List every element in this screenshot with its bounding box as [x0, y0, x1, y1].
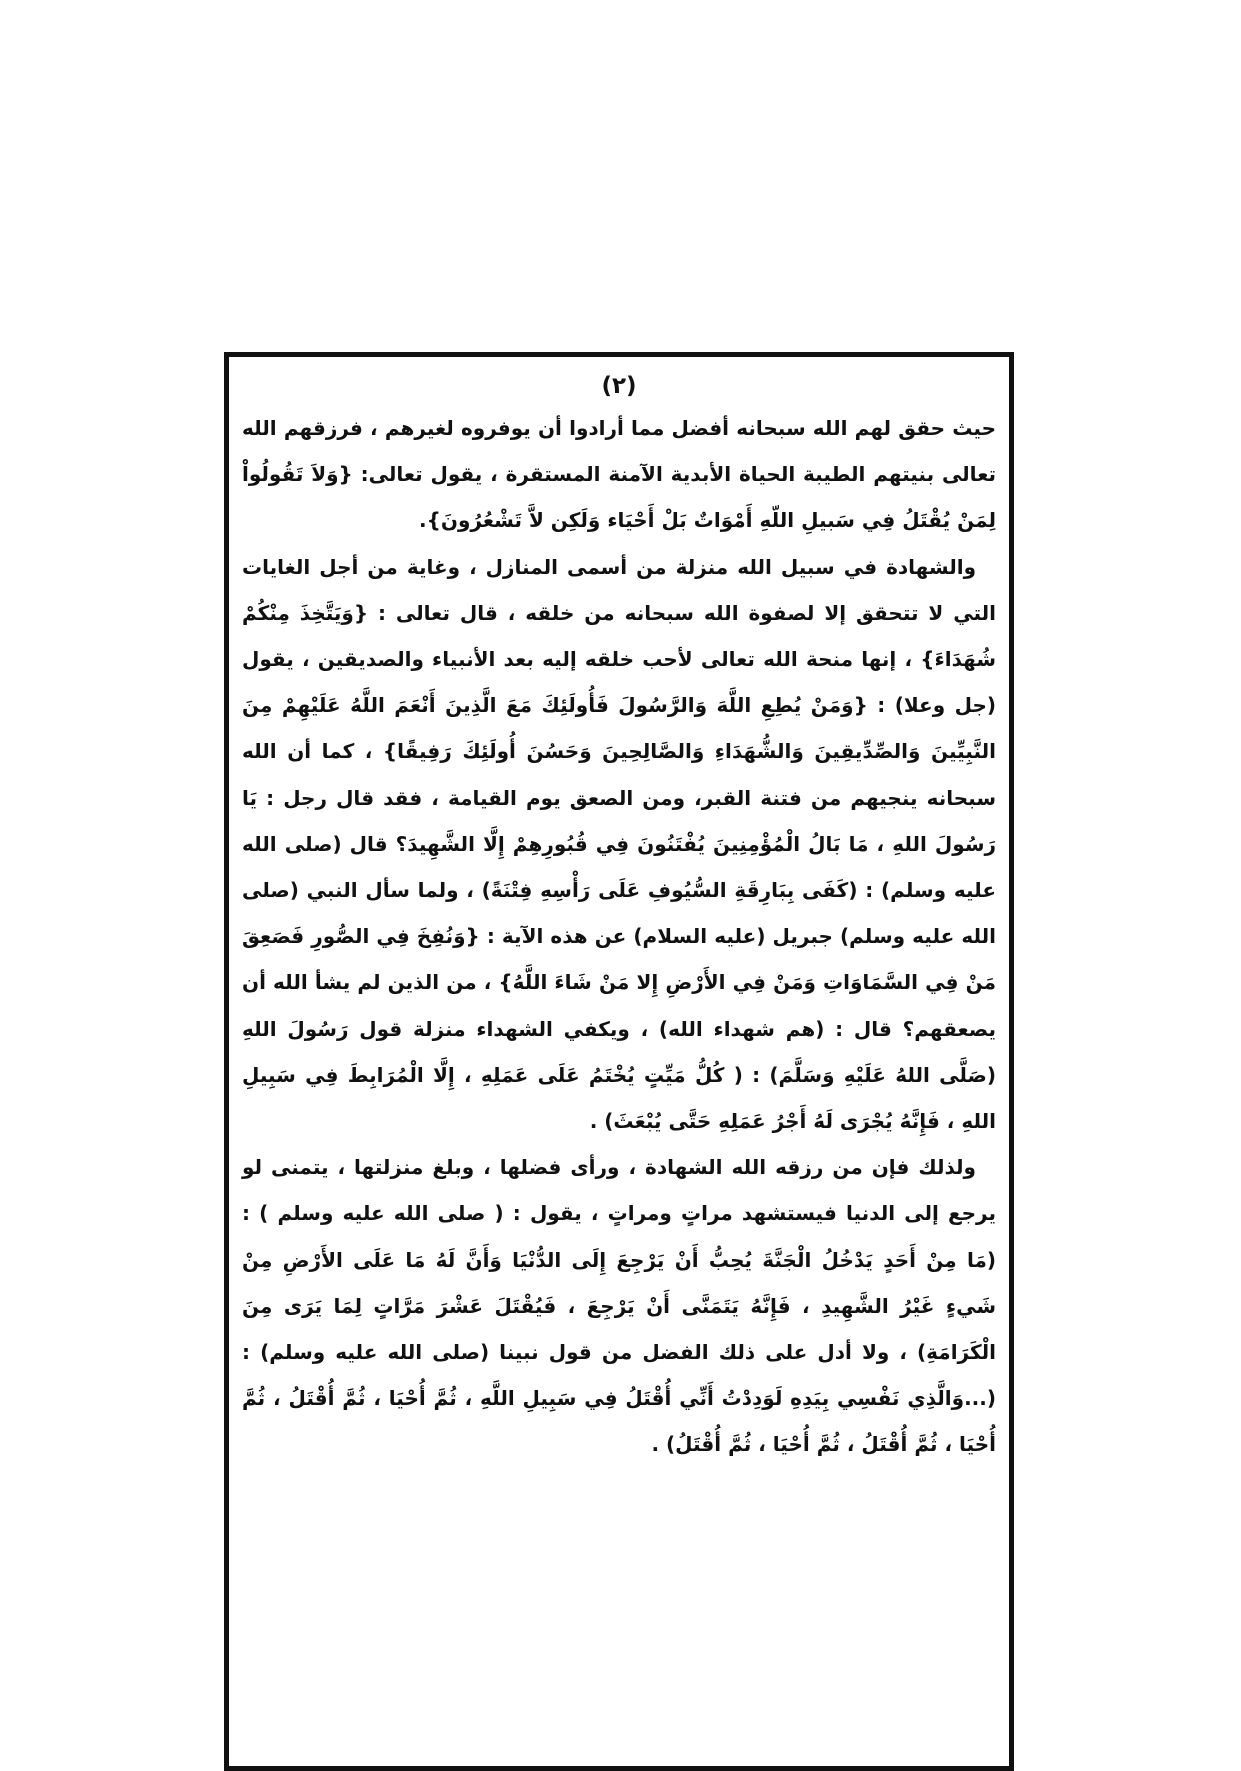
page-number: (٢)	[601, 373, 637, 399]
paragraph-intro: حيث حقق لهم الله سبحانه أفضل مما أرادوا أن يوفروه لغيرهم ، فرزقهم الله تعالى بنيتهم الطيبة الحياة الأبدية الآمنة المستقرة ، يقول تعالى: {وَلاَ تَقُولُواْ لِمَنْ يُقْتَلُ فِي سَبيلِ اللّهِ أَمْوَاتٌ بَلْ أَحْيَاء وَلَكِن لاَّ تَشْعُرُونَ}.	[242, 416, 996, 533]
paragraph-martyr-wish: ولذلك فإن من رزقه الله الشهادة ، ورأى فضلها ، وبلغ منزلتها ، يتمنى لو يرجع إلى الدنيا فيستشهد مراتٍ ومراتٍ ، يقول : ( صلى الله عليه وسلم ) : (مَا مِنْ أَحَدٍ يَدْخُلُ الْجَنَّةَ يُحِبُّ أَنْ يَرْجِعَ إِلَى الدُّنْيَا وَأَنَّ لَهُ مَا عَلَى الأَرْضِ مِنْ شَيءٍ غَيْرُ الشَّهِيدِ ، فَإِنَّهُ يَتَمَنَّى أَنْ يَرْجِعَ ، فَيُقْتَلَ عَشْرَ مَرَّاتٍ لِمَا يَرَى مِنَ الْكَرَامَةِ) ، ولا أدل على ذلك الفضل من قول نبينا (صلى الله عليه وسلم) : (...وَالَّذِي نَفْسِي بِيَدِهِ لَوَدِدْتُ أَنِّي أُقْتَلُ فِي سَبِيلِ اللَّهِ ، ثُمَّ أُحْيَا ، ثُمَّ أُقْتَلُ ، ثُمَّ أُحْيَا ، ثُمَّ أُقْتَلُ ، ثُمَّ أُحْيَا ، ثُمَّ أُقْتَلُ) .	[242, 1155, 996, 1457]
page-frame	[224, 352, 1014, 1771]
paragraph-martyrdom-status: والشهادة في سبيل الله منزلة من أسمى المنازل ، وغاية من أجل الغايات التي لا تتحقق إلا لصفوة الله سبحانه من خلقه ، قال تعالى : {وَيَتَّخِذَ مِنْكُمْ شُهَدَاءَ} ، إنها منحة الله تعالى لأحب خلقه إليه بعد الأنبياء والصديقين ، يقول (جل وعلا) : {وَمَنْ يُطِعِ اللَّهَ وَالرَّسُولَ فَأُولَئِكَ مَعَ الَّذِينَ أَنْعَمَ اللَّهُ عَلَيْهِمْ مِنَ النَّبِيِّينَ وَالصِّدِّيقِينَ وَالشُّهَدَاءِ وَالصَّالِحِينَ وَحَسُنَ أُولَئِكَ رَفِيقًا} ، كما أن الله سبحانه ينجيهم من فتنة القبر، ومن الصعق يوم القيامة ، فقد قال رجل : يَا رَسُولَ اللهِ ، مَا بَالُ الْمُؤْمِنِينَ يُفْتَنُونَ فِي قُبُورِهِمْ إِلَّا الشَّهِيدَ؟ قال (صلى الله عليه وسلم) : (كَفَى بِبَارِقَةِ السُّيُوفِ عَلَى رَأْسِهِ فِتْنَةً) ، ولما سأل النبي (صلى الله عليه وسلم) جبريل (عليه السلام) عن هذه الآية : {وَنُفِخَ فِي الصُّورِ فَصَعِقَ مَنْ فِي السَّمَاوَاتِ وَمَنْ فِي الأَرْضِ إِلا مَنْ شَاءَ اللَّهُ} ، من الذين لم يشأ الله أن يصعقهم؟ قال : (هم شهداء الله) ، ويكفي الشهداء منزلة قول رَسُولَ اللهِ (صَلَّى اللهُ عَلَيْهِ وَسَلَّمَ) : ( كُلُّ مَيِّتٍ يُخْتَمُ عَلَى عَمَلِهِ ، إِلَّا الْمُرَابِطَ فِي سَبِيلِ اللهِ ، فَإِنَّهُ يُجْرَى لَهُ أَجْرُ عَمَلِهِ حَتَّى يُبْعَثَ) .	[242, 554, 996, 1134]
